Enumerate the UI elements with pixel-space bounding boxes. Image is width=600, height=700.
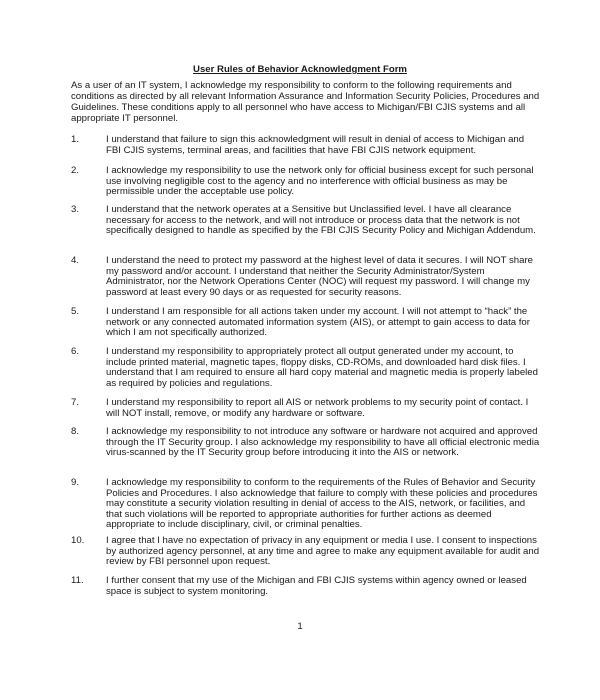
item-text: I understand my responsibility to report all AIS or network problems to my security point of contact. I will NOT install, remove, or modify any hardware or software. bbox=[106, 397, 529, 419]
item-text: I understand my responsibility to appropriately protect all output generated under my account, to include printed material, magnetic tapes, floppy disks, CD-ROMs, and downloaded hard disk files. I understand that I am required to ensure all hard copy material and magnetic media is properly labeled as required by policies and regulations. bbox=[106, 346, 538, 389]
item-number: 1. bbox=[71, 134, 80, 145]
item-number: 3. bbox=[71, 204, 80, 215]
item-text: I further consent that my use of the Michigan and FBI CJIS systems within agency owned or leased space is subject to system monitoring. bbox=[106, 575, 527, 597]
item-text: I acknowledge my responsibility to use the network only for official business except for such personal use involving negligible cost to the agency and no interference with official business as may be permissible under the acceptable use policy. bbox=[106, 165, 534, 198]
list-item bbox=[71, 347, 541, 389]
item-number: 10. bbox=[71, 535, 85, 546]
item-text: I understand the need to protect my password at the highest level of data it secures. I will NOT share my password and/or account. I understand that neither the Security Administrator/System Administrator, nor the Network Operations Center (NOC) will request my password. I will change my password at least every 90 days or as requested for security reasons. bbox=[106, 255, 533, 298]
item-text: I understand that the network operates at a Sensitive but Unclassified level. I have all clearance necessary for access to the network, and will not introduce or process data that the network is not specifically designed to handle as specified by the FBI CJIS Security Policy and Michigan Addendum. bbox=[106, 204, 536, 237]
form-title: User Rules of Behavior Acknowledgment Form bbox=[193, 64, 407, 75]
item-text: I acknowledge my responsibility to not introduce any software or hardware not acquired and approved through the IT Security group. I also acknowledge my responsibility to have all official electronic media virus-scanned by the IT Security group before introducing it into the AIS or network. bbox=[106, 426, 540, 459]
page-number: 1 bbox=[297, 621, 303, 632]
intro-paragraph: As a user of an IT system, I acknowledge my responsibility to conform to the following requirements and conditions as directed by all relevant Information Assurance and Information Security Policies, Procedures and Guidelines. These conditions apply to all personnel who have access to Michigan/FBI CJIS systems and all appropriate IT personnel. bbox=[71, 80, 540, 124]
item-number: 9. bbox=[71, 477, 80, 488]
item-number: 6. bbox=[71, 346, 80, 357]
list-item bbox=[71, 205, 541, 237]
list-item bbox=[71, 135, 541, 156]
item-text: I acknowledge my responsibility to conform to the requirements of the Rules of Behavior and Security Policies and Procedures. I also acknowledge that failure to comply with these policies and procedures may constitute a security violation resulting in denial of access to the AIS, network, or facilities, and that such violations will be reported to appropriate authorities for further actions as deemed appropriate to include disciplinary, civil, or criminal penalties. bbox=[106, 477, 538, 531]
item-number: 8. bbox=[71, 426, 80, 437]
list-item bbox=[71, 307, 541, 339]
item-text: I understand I am responsible for all actions taken under my account. I will not attempt to “hack” the network or any connected automated information system (AIS), or attempt to gain access to data for which I am not specifically authorized. bbox=[106, 306, 530, 339]
item-number: 7. bbox=[71, 397, 80, 408]
list-item bbox=[71, 398, 541, 419]
item-number: 4. bbox=[71, 255, 80, 266]
item-number: 2. bbox=[71, 165, 80, 176]
list-item bbox=[71, 256, 541, 298]
list-item bbox=[71, 427, 541, 459]
item-text: I understand that failure to sign this acknowledgment will result in denial of access to Michigan and FBI CJIS systems, terminal areas, and facilities that have FBI CJIS network equipment. bbox=[106, 134, 525, 156]
item-text: I agree that I have no expectation of privacy in any equipment or media I use. I consent to inspections by authorized agency personnel, at any time and agree to make any equipment available for audit and review by FBI personnel upon request. bbox=[106, 535, 540, 568]
item-number: 5. bbox=[71, 306, 80, 317]
list-item bbox=[71, 478, 541, 531]
item-number: 11. bbox=[71, 575, 84, 586]
list-item bbox=[71, 166, 541, 198]
list-item bbox=[71, 536, 541, 568]
list-item bbox=[71, 576, 541, 597]
